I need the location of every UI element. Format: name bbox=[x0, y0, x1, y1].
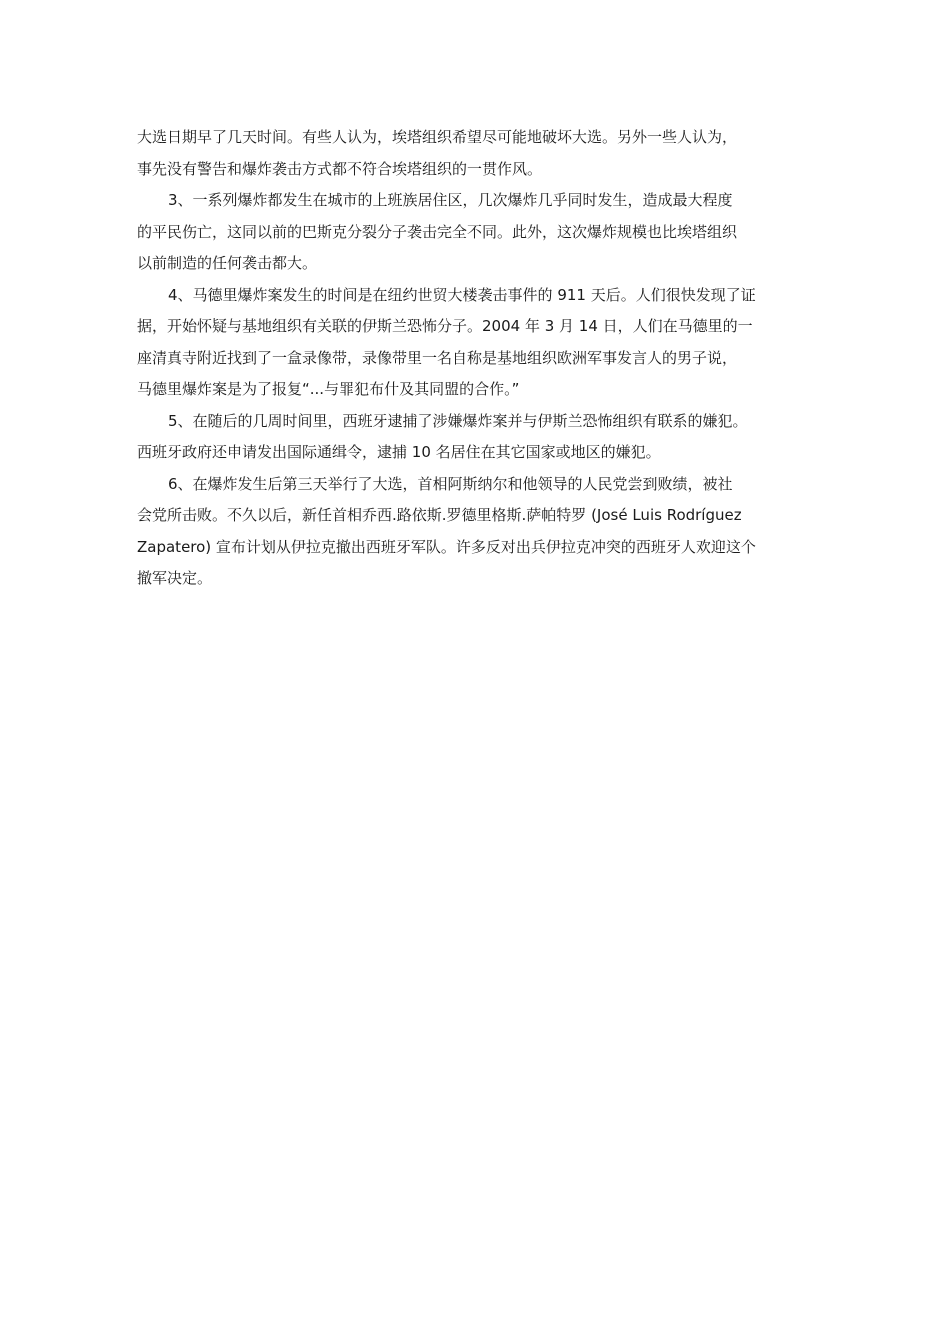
text-line: 据，开始怀疑与基地组织有关联的伊斯兰恐怖分子。2004 年 3 月 14 日，人们在马德里的一 bbox=[137, 317, 753, 335]
paragraph-3-start: 3、一系列爆炸都发生在城市的上班族居住区，几次爆炸几乎同时发生，造成最大程度 bbox=[168, 191, 733, 209]
text-line: 大选日期早了几天时间。有些人认为，埃塔组织希望尽可能地破坏大选。另外一些人认为， bbox=[137, 128, 738, 146]
text-line: 以前制造的任何袭击都大。 bbox=[137, 254, 318, 272]
paragraph-5-start: 5、在随后的几周时间里，西班牙逮捕了涉嫌爆炸案并与伊斯兰恐怖组织有联系的嫌犯。 bbox=[168, 411, 748, 430]
text-line: 马德里爆炸案是为了报复“...与罪犯布什及其同盟的合作。” bbox=[137, 380, 520, 398]
paragraph-6-start: 6、在爆炸发生后第三天举行了大选，首相阿斯纳尔和他领导的人民党尝到败绩，被社 bbox=[168, 474, 733, 493]
text-line: 西班牙政府还申请发出国际通缉令，逮捕 10 名居住在其它国家或地区的嫌犯。 bbox=[137, 443, 661, 461]
text-line: 事先没有警告和爆炸袭击方式都不符合埃塔组织的一贯作风。 bbox=[137, 159, 543, 178]
text-line: 的平民伤亡，这同以前的巴斯克分裂分子袭击完全不同。此外，这次爆炸规模也比埃塔组织 bbox=[137, 222, 738, 241]
text-line: 会党所击败。不久以后，新任首相乔西.路依斯.罗德里格斯.萨帕特罗 (José Luis Rodríguez bbox=[137, 506, 742, 524]
paragraph-4-start: 4、马德里爆炸案发生的时间是在纽约世贸大楼袭击事件的 911 天后。人们很快发现了证 bbox=[168, 285, 756, 304]
text-line: Zapatero) 宣布计划从伊拉克撤出西班牙军队。许多反对出兵伊拉克冲突的西班牙人欢迎这个 bbox=[137, 537, 756, 556]
text-line: 撤军决定。 bbox=[137, 569, 213, 587]
document-body bbox=[137, 122, 827, 595]
text-line: 座清真寺附近找到了一盒录像带，录像带里一名自称是基地组织欧洲军事发言人的男子说， bbox=[137, 348, 738, 367]
